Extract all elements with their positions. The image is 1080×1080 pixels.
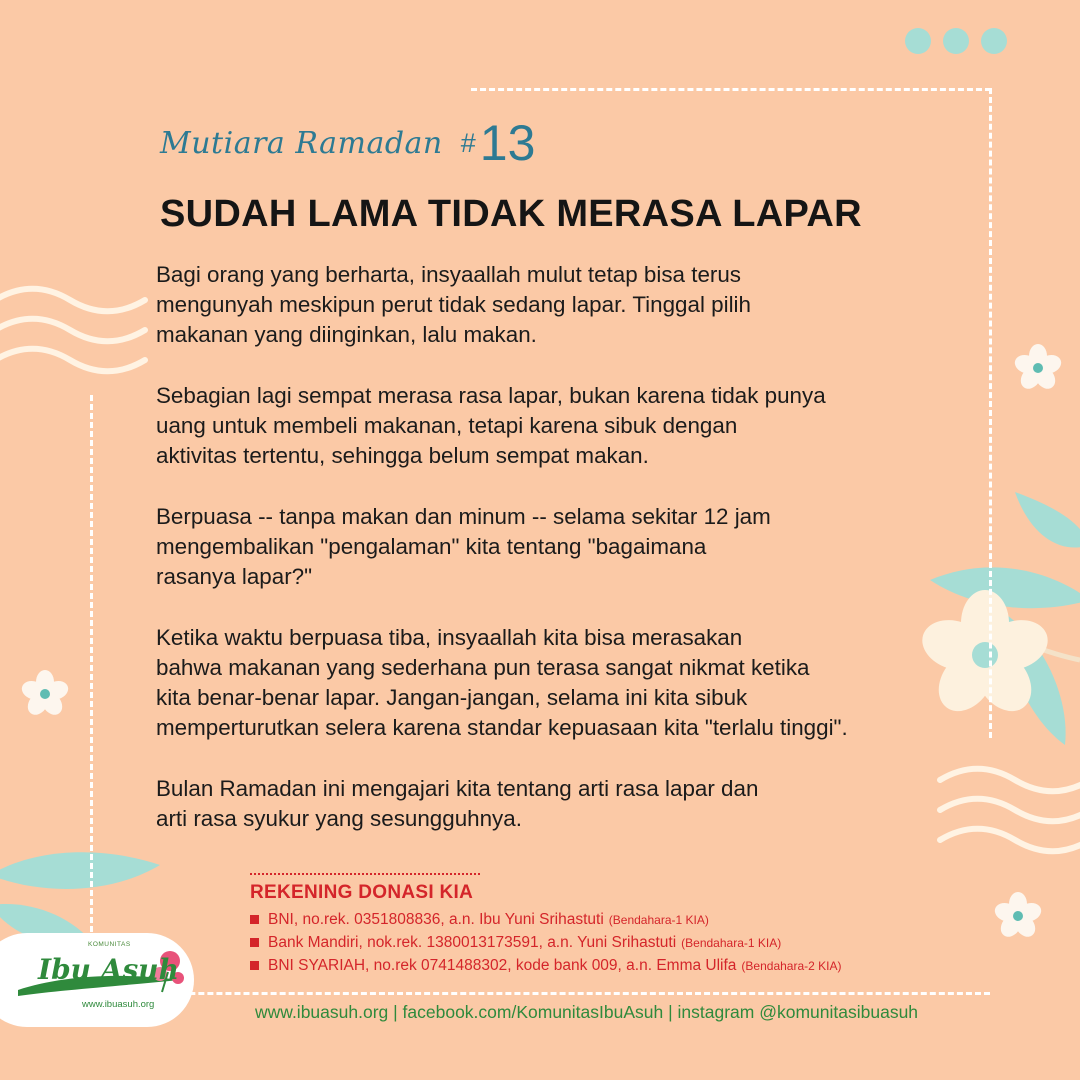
logo-brand-name: Ibu Asuh	[38, 953, 179, 986]
series-name: Mutiara Ramadan	[160, 125, 443, 161]
paragraph-line: Bulan Ramadan ini mengajari kita tentang arti rasa lapar dan	[156, 776, 759, 801]
paragraph-line: uang untuk membeli makanan, tetapi karena sibuk dengan	[156, 413, 738, 438]
account-role: (Bendahara-2 KIA)	[741, 958, 842, 973]
account-text: Bank Mandiri, nok.rek. 1380013173591, a.n. Yuni Srihastuti	[268, 933, 677, 951]
footer-links: www.ibuasuh.org | facebook.com/KomunitasIbuAsuh | instagram @komunitasibuasuh	[255, 1002, 919, 1022]
account-role: (Bendahara-1 KIA)	[681, 935, 782, 950]
paragraph-line: memperturutkan selera karena standar kepuasaan kita "terlalu tinggi".	[156, 715, 848, 740]
paragraph-line: Berpuasa -- tanpa makan dan minum -- selama sekitar 12 jam	[156, 504, 771, 529]
paragraph-line: bahwa makanan yang sederhana pun terasa sangat nikmat ketika	[156, 655, 810, 680]
logo-url: www.ibuasuh.org	[82, 999, 155, 1010]
account-text: BNI SYARIAH, no.rek 0741488302, kode bank 009, a.n. Emma Ulifa	[268, 956, 737, 974]
paragraph-line: kita benar-benar lapar. Jangan-jangan, selama ini kita sibuk	[156, 685, 748, 710]
paragraph-line: aktivitas tertentu, sehingga belum sempat makan.	[156, 443, 649, 468]
series-hash: #	[460, 127, 476, 158]
paragraph-line: Ketika waktu berpuasa tiba, insyaallah kita bisa merasakan	[156, 625, 743, 650]
paragraph-line: makanan yang diinginkan, lalu makan.	[156, 322, 537, 347]
paragraph-line: rasanya lapar?"	[156, 564, 313, 589]
series-number: 13	[479, 115, 536, 171]
account-text: BNI, no.rek. 0351808836, a.n. Ibu Yuni Srihastuti	[268, 910, 604, 928]
paragraph-line: mengunyah meskipun perut tidak sedang lapar. Tinggal pilih	[156, 292, 751, 317]
paragraph-line: arti rasa syukur yang sesungguhnya.	[156, 806, 522, 831]
account-role: (Bendahara-1 KIA)	[608, 912, 709, 927]
paragraph-line: Bagi orang yang berharta, insyaallah mulut tetap bisa terus	[156, 262, 741, 287]
article-title: SUDAH LAMA TIDAK MERASA LAPAR	[160, 193, 862, 235]
paragraph-line: mengembalikan "pengalaman" kita tentang "bagaimana	[156, 534, 707, 559]
paragraph-line: Sebagian lagi sempat merasa rasa lapar, bukan karena tidak punya	[156, 383, 826, 408]
logo-komunitas-label: KOMUNITAS	[88, 941, 131, 948]
donation-heading: REKENING DONASI KIA	[250, 882, 474, 903]
